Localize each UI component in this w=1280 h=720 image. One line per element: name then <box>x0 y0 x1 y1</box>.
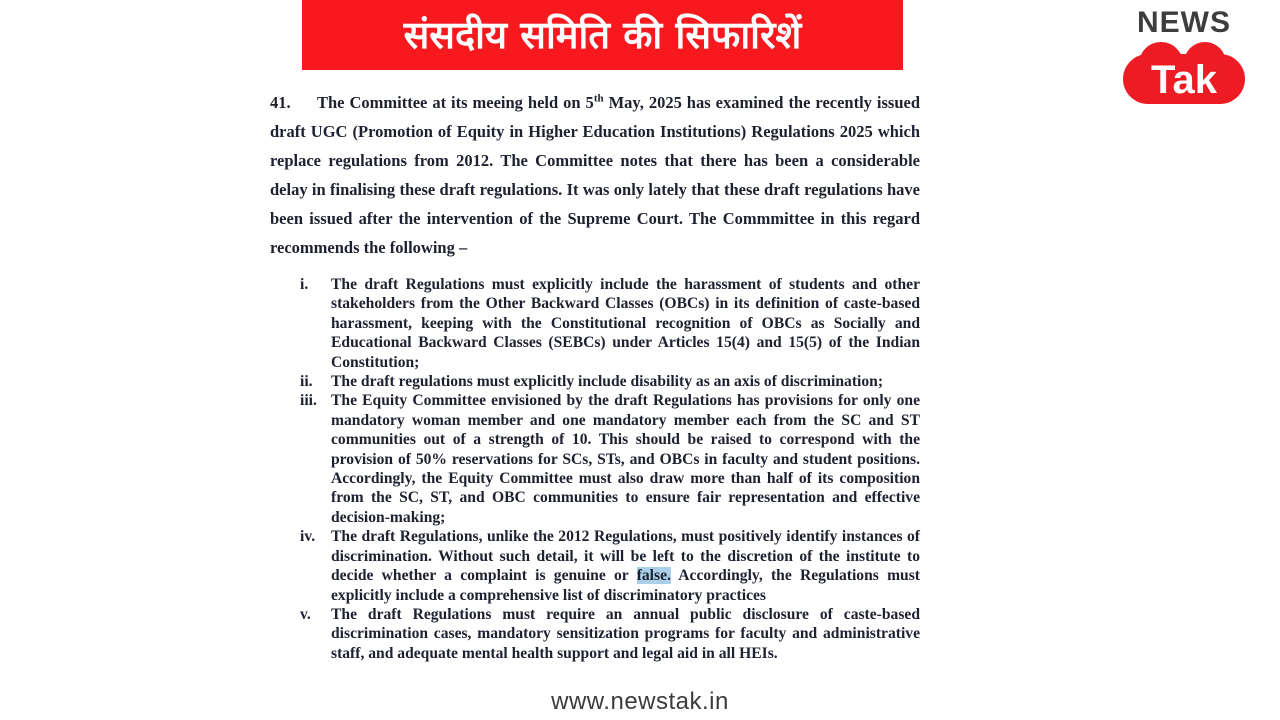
list-item-text: The draft Regulations must require an annual public disclosure of caste-based discrimination cases, mandatory sensitization programs for faculty and administrative staff, and adequate mental health support and legal aid in all HEIs. <box>331 605 920 662</box>
website-url: www.newstak.in <box>551 688 729 715</box>
list-item-number: iv. <box>300 528 316 546</box>
list-item-text-after: Accordingly, the Regulations must explicitly include a comprehensive list of discriminatory practices <box>331 567 920 604</box>
list-item-number: iii. <box>300 392 317 410</box>
list-item <box>300 275 920 372</box>
paragraph-41 <box>270 88 920 262</box>
headline-text: संसदीय समिति की सिफारिशें <box>403 13 802 57</box>
list-item <box>300 605 920 663</box>
list-item-text: The draft regulations must explicitly include disability as an axis of discrimination; <box>331 373 884 391</box>
list-item <box>300 372 920 391</box>
list-item-number: ii. <box>300 373 313 391</box>
recommendations-list <box>300 275 920 663</box>
list-item-text: The Equity Committee envisioned by the draft Regulations has provisions for only one mandatory woman member and one mandatory member each from the SC and ST communities out of a strength of 10. This should be raised to correspond with the provision of 50% reservations for SCs, STs, and OBCs in faculty and student positions. Accordingly, the Equity Committee must also draw more than half of its composition from the SC, ST, and OBC communities to ensure fair representation and effective decision-making; <box>331 392 920 526</box>
newstak-logo <box>1122 6 1246 104</box>
logo-tak-text: Tak <box>1151 58 1217 102</box>
list-item-text-before: The draft Regulations, unlike the 2012 Regulations, must positively identify instances of discrimination. Without such detail, it will be left to the discretion of the institute to decide whether a complaint is genuine or <box>331 528 920 585</box>
list-item-text: The draft Regulations must explicitly include the harassment of students and other stakeholders from the Other Backward Classes (OBCs) in its definition of caste-based harassment, keeping with the Constitutional recognition of OBCs as Socially and Educational Backward Classes (SEBCs) under Articles 15(4) and 15(5) of the Indian Constitution; <box>331 276 920 371</box>
list-item <box>300 527 920 605</box>
ordinal-superscript: th <box>593 92 604 105</box>
tak-cloud-icon <box>1123 42 1245 104</box>
paragraph-text-rest: May, 2025 has examined the recently issued draft UGC (Promotion of Equity in Higher Education Institutions) Regulations 2025 which replace regulations from 2012. The Committee notes that there has been a considerable delay in finalising these draft regulations. It was only lately that these draft regulations have been issued after the intervention of the Supreme Court. The Commmittee in this regard recommends the following – <box>270 93 920 257</box>
document-body <box>270 88 920 663</box>
paragraph-text-lead: The Committee at its meeing held on 5 <box>317 93 594 112</box>
highlighted-word: false. <box>636 567 671 585</box>
list-item <box>300 391 920 527</box>
headline-banner <box>302 0 903 70</box>
paragraph-number: 41. <box>270 93 291 112</box>
logo-news-text: NEWS <box>1137 6 1231 39</box>
list-item-number: v. <box>300 605 311 623</box>
list-item-number: i. <box>300 276 309 293</box>
